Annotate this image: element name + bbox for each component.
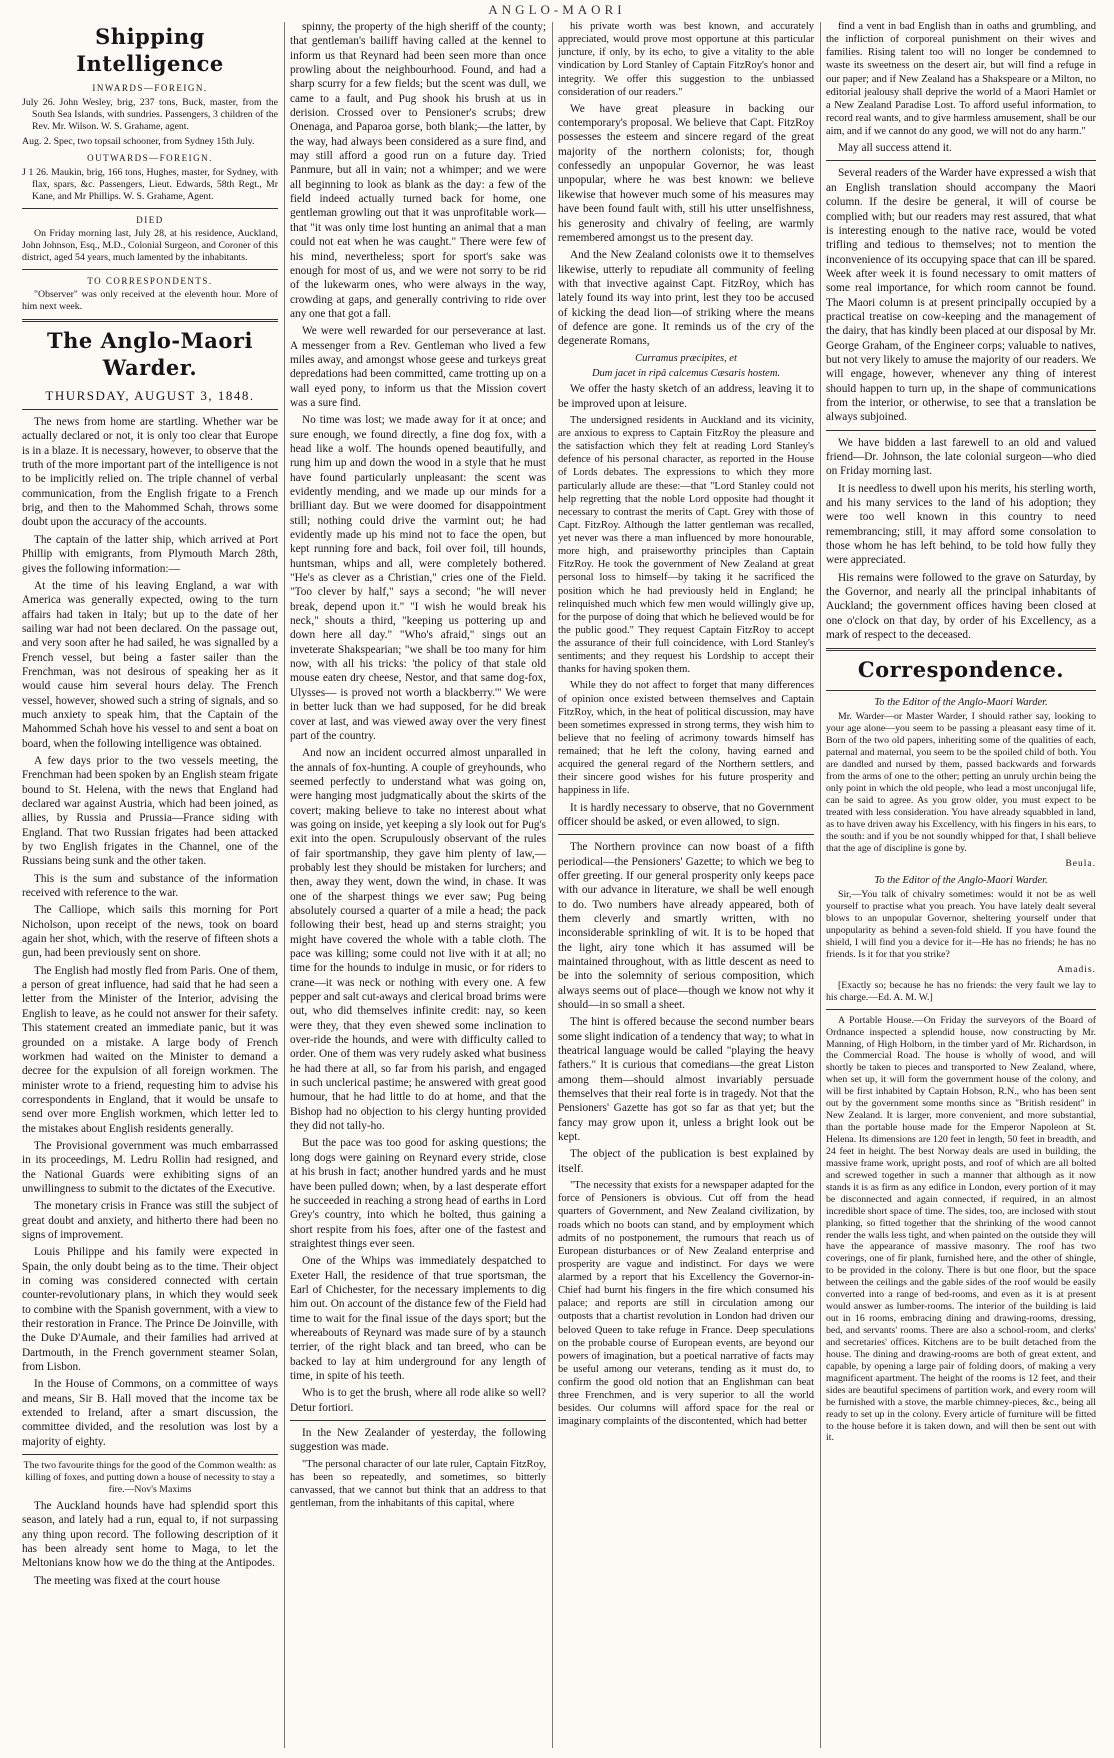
article-paragraph: The news from home are startling. Whether war be actually declared or not, it is only too clear that Europe is in a blaze. It is necessary, however, to observe that the truth of the more important part of the intelligence is not to be implicitly relied on. The triple channel of verbal communication, from the English frigate to a French brig, and then to the Mahommed Schah, throws some doubt upon the accuracy of the accounts. xyxy=(22,416,278,529)
article-paragraph: The Provisional government was much embarrassed in its proceedings, M. Ledru Rollin had resigned, and the National Guards were exhibiting signs of an unwillingness to submit to the dictates of the Executive. xyxy=(22,1139,278,1195)
article-paragraph: Several readers of the Warder have expressed a wish that an English translation should accompany the Maori column. If the desire be general, it will of course be complied with; but our readers may rest assured, that what is interesting enough to the native race, would be voted trifling and tedious to themselves; not to mention the inconvenience of its occupying space that can ill be spared. Week after week it is found necessary to omit matters of some real importance, for which room cannot be found. The Maori column is at present principally occupied by a practical treatise on cow-keeping and the management of the dairy, that has kindly been placed at our disposal by Mr. George Graham, of the Engineer corps; valuable to natives, but not very likely to amuse the majority of our readers. We will engage, however, whenever any thing of interest should happen to turn up, in the shape of communications from the interior, or otherwise, to see that a translation be always subjoined. xyxy=(826,167,1096,424)
article-paragraph: We have bidden a last farewell to an old and valued friend—Dr. Johnson, the late colonial surgeon—who died on Friday morning last. xyxy=(826,436,1096,478)
address-paragraph: The undersigned residents in Auckland and its vicinity, are anxious to express to Captain FitzRoy the pleasure and the satisfaction which they felt at reading Lord Stanley's defence of his personal character, as reported in the House of Lords debates. The expressions to which they more particularly allude are these:—that "Lord Stanley could not help regretting that the noble Lord opposite had thought it necessary to contrast the merits of Capt. Grey with those of Capt. FitzRoy. Although the latter gentleman was recalled, yet never was there a man influenced by more honourable, more high, and praiseworthy principles than Captain FitzRoy. He took the government of New Zealand at great personal loss to himself—by taking it he sacrificed the position which he had previously held in England; he relinquished much which few men would willingly give up, for the purpose of doing that which he believed would be for the public good." They request Captain FitzRoy to accept the assurance of their full coincidence, with Lord Stanley's sentiments; and they request his Lordship to accept their thanks for having spoken them. xyxy=(558,414,814,676)
divider xyxy=(826,648,1096,651)
divider xyxy=(22,1454,278,1455)
article-paragraph: In the House of Commons, on a committee of ways and means, Sir B. Hall moved that the income tax be extended to Ireland, after a smart discussion, the committee divided, and the resolution was lost by a majority of eighty. xyxy=(22,1378,278,1448)
portable-house-article: A Portable House.—On Friday the surveyors of the Board of Ordnance inspected a splendid house, now constructing by Mr. Manning, of High Holborn, in the timber yard of Mr. Richardson, in the Commercial Road. The house is wholly of wood, and will shortly be taken to pieces and transported to New Zealand, where, when set up, it will form the government house of the colony, and will be first inhabited by Captain Hobson, R.N., who has been sent out by the government some months since as "British resident" in New Zealand. It is larger, more convenient, and more substantial, than the portable house made for the Emperor Napoleon at St. Helena. Its dimensions are 120 feet in length, 50 feet in breadth, and 24 feet in height. The best Norway deals are used in building, the massive frame work, upright posts, and roof of which are all bolted and screwed together in such a manner that although as it now stands it is as firm as any edifice in London, every portion of it may be disconnected and again connected, if required, in an almost incredible short space of time. The sides, too, are inclosed with stout planking, so fitted together that the shrinking of the wood cannot render the walls less tight, and when painted on the outside they will have the appearance of massive masonry. The roof has two coverings, one of fir plank, furnished here, and the other of shingle, to be provided in the colony. There is but one floor, but the space between the ceilings and the gable sides of the roof would be easily converted into a range of bed-rooms, and even as it is at present would answer as lumber-rooms. The interior of the building is laid out in 16 rooms, embracing dining and drawing-rooms, dressing, bed, and servants' rooms. There are also a school-room, and clerks' and secretaries' offices. Kitchens are to be built detached from the house. The dining and drawing-rooms are both of great extent, and capable, by opening a large pair of folding doors, of making a very magnificent apartment. The height of the rooms is 12 feet, and their sides are beautiful specimens of partition work, and every room will be furnished with a stove, the marble chimney-pieces, &c., being all ready to set up in the colony. Every article of furniture will be fitted to the house before it is taken down, and will then be sent out with it. xyxy=(826,1014,1096,1444)
shipping-entry: J 1 26. Maukin, brig, 166 tons, Hughes, master, for Sydney, with flax, spars, &c. Passengers, Lieut. Edwards, 58th Regt., Mr Kane, and Mr Phillips. W. S. Grahame, Agent. xyxy=(22,166,278,202)
address-paragraph: While they do not affect to forget that many differences of opinion once existed between themselves and Captain FitzRoy, which, in the heat of political discussion, may have been sometimes expressed in strong terms, they wish him to believe that no feeling of acrimony towards himself has remained; that he left the colony, having earned and acquired the general regard of the Northern settlers, and their sincere good wishes for his future prosperity and happiness in life. xyxy=(558,680,814,797)
death-notice: On Friday morning last, July 28, at his residence, Auckland, John Johnson, Esq., M.D., Colonial Surgeon, and Coroner of this district, aged 54 years, much lamented by the inhabitants. xyxy=(22,228,278,264)
divider xyxy=(558,834,814,835)
article-paragraph: The object of the publication is best explained by itself. xyxy=(558,1148,814,1175)
article-paragraph: The meeting was fixed at the court house xyxy=(34,1574,221,1587)
quoted-paragraph: his private worth was best known, and accurately appreciated, would prove most opportune at this particular juncture, if only, by its echo, to give a vitality to the able vindication by Lord Stanley of Captain FitzRoy's honor and integrity. We offer this suggestion to the unbiassed consideration of our readers." xyxy=(558,21,814,98)
article-paragraph: Louis Philippe and his family were expected in Spain, the only doubt being as to the time. Their object in coming was considered connected with certain counter-revolutionary plans, in which they would seek to combine with the Spanish government, with a view to their restoration in France. The Prince De Joinville, with the Duke D'Aumale, and their families had arrived at Dartmouth, in the French government steamer Solan, from Lisbon. xyxy=(22,1246,278,1374)
quoted-paragraph: find a vent in bad English than in oaths and grumbling, and the infliction of corporeal punishment on their wives and families. Rising talent too will no longer be condemned to waste its sweetness on the desert air, but will find a refuge in our paper; and if New Zealand has a Shakspeare or a Milton, no editorial jealousy shall deprive the world of a Maori Hamlet or a New Zealand Paradise Lost. To afford useful information, to record real wants, and to give harmless amusement, shall be our aim, and if we cannot do any good, we will not do any harm." xyxy=(826,21,1096,137)
article-paragraph: In the New Zealander of yesterday, the following suggestion was made. xyxy=(290,1427,546,1454)
quoted-paragraph: "The necessity that exists for a newspaper adapted for the force of Pensioners is obvious. Cut off from the head quarters of Government, and New Zealand civilization, by roads which no boots can stand, and by employment which admits of no postponement, the rumours that reach us of European disturbances or of New Zealand enterprise and prosperity are vague and indistinct. For days we were alarmed by a report that his Excellency the Governor-in-Chief had burnt his fingers in the fire which consumed his palace; and reports are still in circulation among our outposts that a chartist revolution in London had driven our beloved Queen to take refuge in France. Deep speculations on the probable course of European events, are beyond our powers of imagination, but a poetical narrative of facts may be useful among our veterans, tending as it must do, to confirm the good old notion that an Englishman can beat three Frenchmen, and is very superior to all the world besides. Our columns will afford space for the real or imaginary complaints of the discontented, which had better xyxy=(558,1180,814,1428)
correspondents-heading: TO CORRESPONDENTS. xyxy=(87,275,213,286)
article-paragraph: At the time of his leaving England, a war with America was generally expected, owing to the turn affairs had taken in Italy; but up to the date of her sailing war had not been declared. On the passage out, and very soon after he had sailed, he was signalled by a French vessel, but being a faster sailer than the Frenchman, was not desirous of speaking her as it would cause him several hours delay. The French vessel, however, showed such a string of signals, and so much anxiety to speak him, that the Captain of the Mahommed Schah hove his vessel to and sent a boat on board, when the following intelligence was obtained. xyxy=(22,579,278,750)
article-paragraph: The Northern province can now boast of a fifth periodical—the Pensioners' Gazette; to which we beg to offer greeting. If our general prosperity only keeps pace with our advance in literature, we shall be well enough to do. Two numbers have already appeared, both of them cleverly and smartly written, with no inconsiderable sprinkling of wit. It is to be hoped that the light, airy tone which it has assumed will be maintained throughout, with as little descent as need to be into the solemnity of serious composition, which always seems out of place—though we know not why it should—in so small a sheet. xyxy=(558,841,814,1012)
died-heading: DIED xyxy=(136,214,164,225)
shipping-entry: July 26. John Wesley, brig, 237 tons, Buck, master, from the South Sea Islands, with sundries. Passengers, 3 children of the Rev. Mr. Wilson. W. S. Grahame, agent. xyxy=(22,96,278,132)
editor-note: [Exactly so; because he has no friends: the very fault we lay to his charge.—Ed. A. M. W.] xyxy=(826,979,1096,1003)
divider xyxy=(826,1009,1096,1010)
article-paragraph: A few days prior to the two vessels meeting, the Frenchman had been spoken by an English steam frigate bound to St. Helena, with the news that England had declared war against Austria, which had been joined, as allies, by Russia and Prussia—France siding with England. That two Russian frigates had been attacked by two English frigates in the Channel, one of the Russians being sunk and the other taken. xyxy=(22,754,278,868)
article-paragraph: The English had mostly fled from Paris. One of them, a person of great influence, had said that he had seen a letter from the Minister of the Interior, advising the English to leave, as he could not answer for their safety. This statement created an immediate panic, but it was grounded on a mistake. A large body of French workmen had waited on the Minister to demand a decree for the expulsion of all foreign workmen. The minister wrote to a friend, requesting him to advise his correspondents in England, that it would be unsafe to send over more English workmen, which letter led to the mistakes about English residents generally. xyxy=(22,964,278,1135)
letter-heading: To the Editor of the Anglo-Maori Warder. xyxy=(874,874,1048,886)
article-paragraph: The Auckland hounds have had splendid sport this season, and lately had a run, equal to, if not surpassing any thing upon record. The following description of it has been already sent home to Maga, to let the Meltonians know how we do the thing at the Antipodes. xyxy=(22,1499,278,1570)
article-paragraph: And now an incident occurred almost unparalled in the annals of fox-hunting. A couple of greyhounds, who seemed perfectly to understand what was going on, were hanging most judgmatically about the skirts of the covert; making believe to take no interest about what was going on inside, yet keeping a sly look out for Pug's exit into the open. Scrupulously observant of the rules of fair sportmanship, they gave him plenty of law,—probably lest they should be mistaken for lurchers; and then, away they went, down the wind, in chase. It was one of the sharpest things we ever saw; Pug being absolutely coursed a quarter of a mile a head; the pack following their best, head up and sterns straight; you might have covered the whole with a table cloth. The pace was killing; some could not live with it at all; no time for the hounds to indulge in music, or for riders to crane—it was neck or nothing with every one. A few pepper and salt cut-aways and clerical broad brims were out, who did themselves infinite credit: nay, so keen were they, that they even shewed some inclination to over-ride the hounds, and were with difficulty called to order. One of them was very rudely asked what business he had there at all, so far from his parish, and engaged in such unclerical pastime; he answered with great good humour, that he had little to do at home, and that the Bishop had no objection to his clergy hunting provided they did not tally-ho. xyxy=(290,747,546,1133)
column-divider xyxy=(820,22,821,1748)
column-2 xyxy=(290,20,546,1750)
correspondence-title: Correspondence. xyxy=(857,657,1065,683)
column-4 xyxy=(826,20,1096,1750)
outwards-heading: OUTWARDS—FOREIGN. xyxy=(87,153,213,164)
article-paragraph: We were well rewarded for our perseverance at last. A messenger from a Rev. Gentleman who lived a few miles away, and amongst whose geese and turkeys great depredations had been committed, came trotting up on a wall eyed pony, to inform us that the Mission covert was a sure find. xyxy=(290,325,546,409)
article-paragraph: One of the Whips was immediately despatched to Exeter Hall, the residence of that true sportsman, the Earl of Chichester, for the necessary implements to dig him out. On account of the distance few of the Field had time to wait for the final issue of the days sport; but the whereabouts of Reynard was made sure of by a staunch terrier, of the right black and tan breed, who can be backed to lay at him underground for any length of time, in spite of his teeth. xyxy=(290,1255,546,1382)
latin-verse: Curramus præcipites, et xyxy=(635,352,737,364)
article-paragraph: spinny, the property of the high sheriff of the county; that gentleman's bailiff having called at the kennel to inform us that Reynard had been seen more than once prowling about the neighbourhood. Found, and had a sharp scurry for a few fields; but the scent was dull, we came to a fault, and Pug shook his brush at us in derision. Crossed over to Pensioner's scrubs; drew Onenaga, and Paparoa gorse, both blank;—the latter, by the way, had always been considered as a sure find, and may still afford a good run on a future day. Tried Panmure, but all in vain; not a whimper; and we were all beginning to look as blank as the day: a few of the field indeed actually turned back for home, one gentleman growling out that it was unprofitable work—that "it was only time lost hunting an animal that a man could not eat when he was caught." There were few of his mind, nevertheless; sport for sport's sake was enough for most of us, and we were not sorry to be rid of the lukewarm ones, who were always in the way, crowding at gaps, and generally contriving to ride over any one that got a fall. xyxy=(290,21,546,320)
letter-heading: To the Editor of the Anglo-Maori Warder. xyxy=(874,697,1048,709)
article-paragraph: His remains were followed to the grave on Saturday, by the Governor, and nearly all the principal inhabitants of Auckland; the government offices having been closed at one o'clock on that day, by order of his Excellency, as a mark of respect to the deceased. xyxy=(826,571,1096,642)
latin-verse: Dum jacet in ripâ calcemus Cæsaris hostem. xyxy=(591,367,781,379)
letter-signature: Beula. xyxy=(1065,858,1096,869)
article-paragraph: May all success attend it. xyxy=(838,142,952,155)
column-divider xyxy=(284,22,285,1748)
dateline: THURSDAY, AUGUST 3, 1848. xyxy=(45,387,255,403)
shipping-entry: Aug. 2. Spec, two topsail schooner, from Sydney 15th July. xyxy=(22,135,255,147)
divider xyxy=(290,1420,546,1421)
divider xyxy=(22,269,278,270)
column-divider xyxy=(552,22,553,1748)
masthead: ANGLO-MAORI xyxy=(488,2,626,17)
letter-signature: Amadis. xyxy=(1057,964,1096,975)
article-paragraph: It is needless to dwell upon his merits, his sterling worth, and his many services to the land of his adoption; they were too well known in this country to need remembrancing; still, it may afford some consolation to those whom he has left behind, to be told how fully they were appreciated. xyxy=(826,482,1096,567)
divider xyxy=(826,160,1096,161)
inwards-heading: INWARDS—FOREIGN. xyxy=(92,83,208,94)
letter-body: Mr. Warder—or Master Warder, I should rather say, looking to your age alone—you seem to be passing a pleasant easy time of it. Born of the two old papers, inheriting some of the qualities of each, paternal and maternal, you seem to be the spoiled child of both. You are dandled and nursed by them, passed backwards and forwards from the arms of one to the other; petting an unruly urchin being the only point in which the old people, who lead a most unconjugal life, can be said to agree. As you grow older, you must expect to be treated with less consideration. You have already squabbled in land, as to have driven away his Excellency, with his fingers in his ears, to the south: and if you be not soundly whipped for that, I shall believe that the age of discipline is gone by. xyxy=(826,711,1096,854)
article-paragraph: The hint is offered because the second number bears some slight indication of a tendency that way; to what in theatrical language would be called "playing the heavy fathers." It is curious that comedians—the great Liston among them—should almost invariably persuade themselves that their real forte is in tragedy. Not that the Pensioners' Gazette has got so far as that yet; but the fancy may grow upon it, unless a bright look out be kept. xyxy=(558,1016,814,1144)
correspondents-note: "Observer" was only received at the eleventh hour. More of him next week. xyxy=(22,289,278,313)
paper-title: The Anglo-Maori Warder. xyxy=(47,328,253,380)
article-paragraph: The Calliope, which sails this morning for Port Nicholson, upon receipt of the news, took on board again her shot, which, with the reserve of fifteen shots a gun, had been previously sent on shore. xyxy=(22,904,278,960)
article-paragraph: But the pace was too good for asking questions; the long dogs were gaining on Reynard every stride, close at his brush in fact; another hundred yards and he must have been pulled down; when, by a last desperate effort he succeeded in reaching a strong head of earths in Lord Grey's country, into which he bolted, thus gaining a short respite from his foes, after one of the fastest and straightest things ever seen. xyxy=(290,1137,546,1250)
divider xyxy=(22,409,278,410)
epigraph: The two favourite things for the good of the Common wealth: as killing of foxes, and putting down a house of necessity to stay a fire.—Nov's Maxims xyxy=(23,1460,277,1495)
article-paragraph: The captain of the latter ship, which arrived at Port Phillip with emigrants, from Plymouth March 28th, gives the following information:— xyxy=(22,533,278,575)
column-3 xyxy=(558,20,814,1750)
article-paragraph: And the New Zealand colonists owe it to themselves likewise, utterly to repudiate all community of feeling with that invective against Capt. FitzRoy, which has lately found its way into print, lest they too be accused of kicking the dead lion—of striking where the means of defence are gone. It reminds us of the cry of the degenerate Romans, xyxy=(558,249,814,348)
column-1 xyxy=(22,20,278,1750)
quoted-paragraph: "The personal character of our late ruler, Captain FitzRoy, has been so repeatedly, and sometimes, so bitterly canvassed, that we cannot but think that an address to that gentleman, from the inhabitants of this capital, where xyxy=(290,1458,546,1510)
article-paragraph: No time was lost; we made away for it at once; and sure enough, we found directly, a fine dog fox, with a head like a wolf. The hounds opened beautifully, and rung him up and down the wood in a style that he must have found particularly unpleasant: the scent was evidently mending, and we made up our minds for a brilliant day. But we were doomed for disappointment still; nothing could drive the varmint out; he had evidently made up his mind not to face the open, but kept running fore and back, foil over foil, till hounds, huntsman, whips and all, were completely bothered. "He's as clever as a Christian," cries one of the Field. "Too clever by half," says a second; "he will never break, depend upon it." "I wish he would break his neck," shouts a third, "keeping us pottering up and down here all day." "Who's afraid," sings out an inveterate Shakspearian; "we shall be too many for him now, with all his tricks: 'the policy of that stale old mouse eaten dry cheese, Nestor, and that same dog-fox, Ulysses— is proved not worth a blackberry.'" We were in better luck than we had supposed, for he did break cover at last, and was viewed away over the very finest part of the country. xyxy=(290,414,546,742)
divider xyxy=(22,208,278,209)
article-paragraph: It is hardly necessary to observe, that no Government officer should be asked, or even allowed, to sign. xyxy=(558,801,814,828)
divider xyxy=(826,430,1096,431)
article-paragraph: The monetary crisis in France was still the subject of great doubt and anxiety, and hitherto there had been no signs of improvement. xyxy=(22,1200,278,1241)
article-paragraph: Who is to get the brush, where all rode alike so well? Detur fortiori. xyxy=(290,1387,546,1414)
letter-body: Sir,—You talk of chivalry sometimes: would it not be as well yourself to practise what you preach. You have lately dealt several blows to an unpopular Governor, sheltering yourself under that unpopularity as behind a seven-fold shield. If you have found the shield, I will find you a device for it—He has no friends; he has no friends. Is it for that you strike? xyxy=(826,889,1096,960)
article-paragraph: We have great pleasure in backing our contemporary's proposal. We believe that Capt. FitzRoy possesses the esteem and sincere regard of the great majority of the northern colonists; for, though confessedly an unpopular Governor, he was least unpopular, where he was best known: we believe likewise that however much some of his measures may have been found fault with, still his utter unselfishness, his generosity and chivalry of feeling, are warmly remembered amongst us to the present day. xyxy=(558,102,814,244)
shipping-title: Shipping Intelligence xyxy=(76,24,224,76)
divider xyxy=(826,690,1096,691)
divider xyxy=(22,319,278,322)
article-paragraph: This is the sum and substance of the information received with reference to the war. xyxy=(22,872,278,900)
article-paragraph: We offer the hasty sketch of an address, leaving it to be improved upon at leisure. xyxy=(558,383,814,410)
